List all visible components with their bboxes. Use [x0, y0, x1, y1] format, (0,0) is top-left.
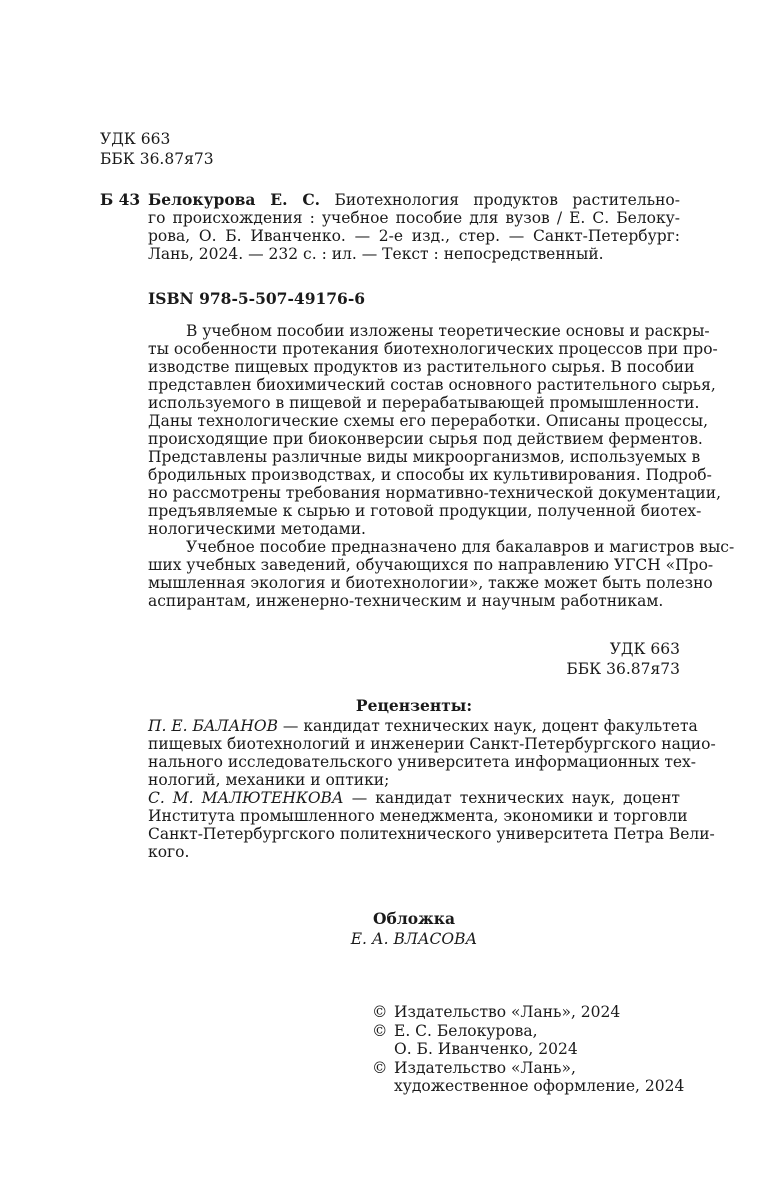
abstract-line: В учебном пособии изложены теоретические основы и раскры- [186, 322, 710, 340]
copyright-line-3b: художественное оформление, 2024 [394, 1077, 685, 1095]
bbk-top: ББК 36.87я73 [100, 150, 214, 168]
reviewer-1-line: пищевых биотехнологий и инженерии Санкт-Петербургского нацио- [148, 735, 716, 753]
abstract-line: используемого в пищевой и перерабатывающей промышленности. [148, 394, 700, 412]
abstract-line: мышленная экология и биотехнологии», также может быть полезно [148, 574, 713, 592]
reviewer-2-name: С. М. МАЛЮТЕНКОВА [148, 789, 344, 807]
abstract-line: происходящие при биоконверсии сырья под действием ферментов. [148, 430, 703, 448]
udk-top: УДК 663 [100, 130, 171, 148]
abstract-line: бродильных производствах, и способы их культивирования. Подроб- [148, 466, 712, 484]
copyright-symbol: © [372, 1003, 388, 1021]
copyright-symbol: © [372, 1059, 388, 1077]
abstract-line: нологическими методами. [148, 520, 366, 538]
reviewer-2-line: С. М. МАЛЮТЕНКОВА — кандидат технических наук, доцент [148, 789, 680, 807]
reviewer-1-line: нального исследовательского университета информационных тех- [148, 753, 697, 771]
bib-author: Белокурова Е. С. [148, 190, 321, 209]
abstract-line: предъявляемые к сырью и готовой продукции, полученной биотех- [148, 502, 702, 520]
author-mark: Б 43 [100, 190, 141, 209]
bib-line-3: рова, О. Б. Иванченко. — 2-е изд., стер. — Санкт-Петербург: [148, 227, 680, 245]
reviewer-2-line: кого. [148, 843, 190, 861]
isbn: ISBN 978-5-507-49176-6 [148, 289, 366, 308]
reviewers-heading: Рецензенты: [355, 696, 473, 715]
cover-designer: Е. А. ВЛАСОВА [350, 930, 478, 948]
abstract-line: Даны технологические схемы его переработки. Описаны процессы, [148, 412, 709, 430]
copyright-line-1: © Издательство «Лань», 2024 [372, 1003, 621, 1021]
abstract-line: изводстве пищевых продуктов из растительного сырья. В пособии [148, 358, 695, 376]
abstract-line: но рассмотрены требования нормативно-технической документации, [148, 484, 721, 502]
copyright-line-3: © Издательство «Лань», [372, 1059, 576, 1077]
bib-line-2: го происхождения : учебное пособие для вузов / Е. С. Белоку- [148, 209, 680, 227]
abstract-line: ты особенности протекания биотехнологических процессов при про- [148, 340, 718, 358]
copyright-line-2: © Е. С. Белокурова, [372, 1022, 538, 1040]
reviewer-2-line: Института промышленного менеджмента, экономики и торговли [148, 807, 688, 825]
abstract [148, 322, 735, 610]
abstract-line: представлен биохимический состав основного растительного сырья, [148, 376, 716, 394]
abstract-line: Представлены различные виды микроорганизмов, используемых в [148, 448, 701, 466]
bbk-bottom: ББК 36.87я73 [566, 660, 680, 678]
bib-line-4: Лань, 2024. — 232 с. : ил. — Текст : непосредственный. [148, 245, 604, 263]
udk-bottom: УДК 663 [609, 640, 680, 658]
cover-heading: Обложка [373, 909, 455, 928]
abstract-line: ших учебных заведений, обучающихся по направлению УГСН «Про- [148, 556, 714, 574]
copyright-symbol: © [372, 1022, 388, 1040]
reviewer-1-line: нологий, механики и оптики; [148, 771, 390, 789]
copyright-line-2b: О. Б. Иванченко, 2024 [394, 1040, 578, 1058]
reviewer-1-name: П. Е. БАЛАНОВ [148, 717, 278, 735]
reviewer-1-line: П. Е. БАЛАНОВ — кандидат технических наук, доцент факультета [148, 717, 698, 735]
abstract-line: Учебное пособие предназначено для бакалавров и магистров выс- [186, 538, 735, 556]
reviewer-2-line: Санкт-Петербургского политехнического университета Петра Вели- [148, 825, 715, 843]
bib-line-1: Белокурова Е. С. Биотехнология продуктов растительно- [148, 190, 681, 209]
reviewers-list [148, 717, 716, 861]
abstract-line: аспирантам, инженерно-техническим и научным работникам. [148, 592, 664, 610]
bibliographic-record [148, 191, 680, 263]
